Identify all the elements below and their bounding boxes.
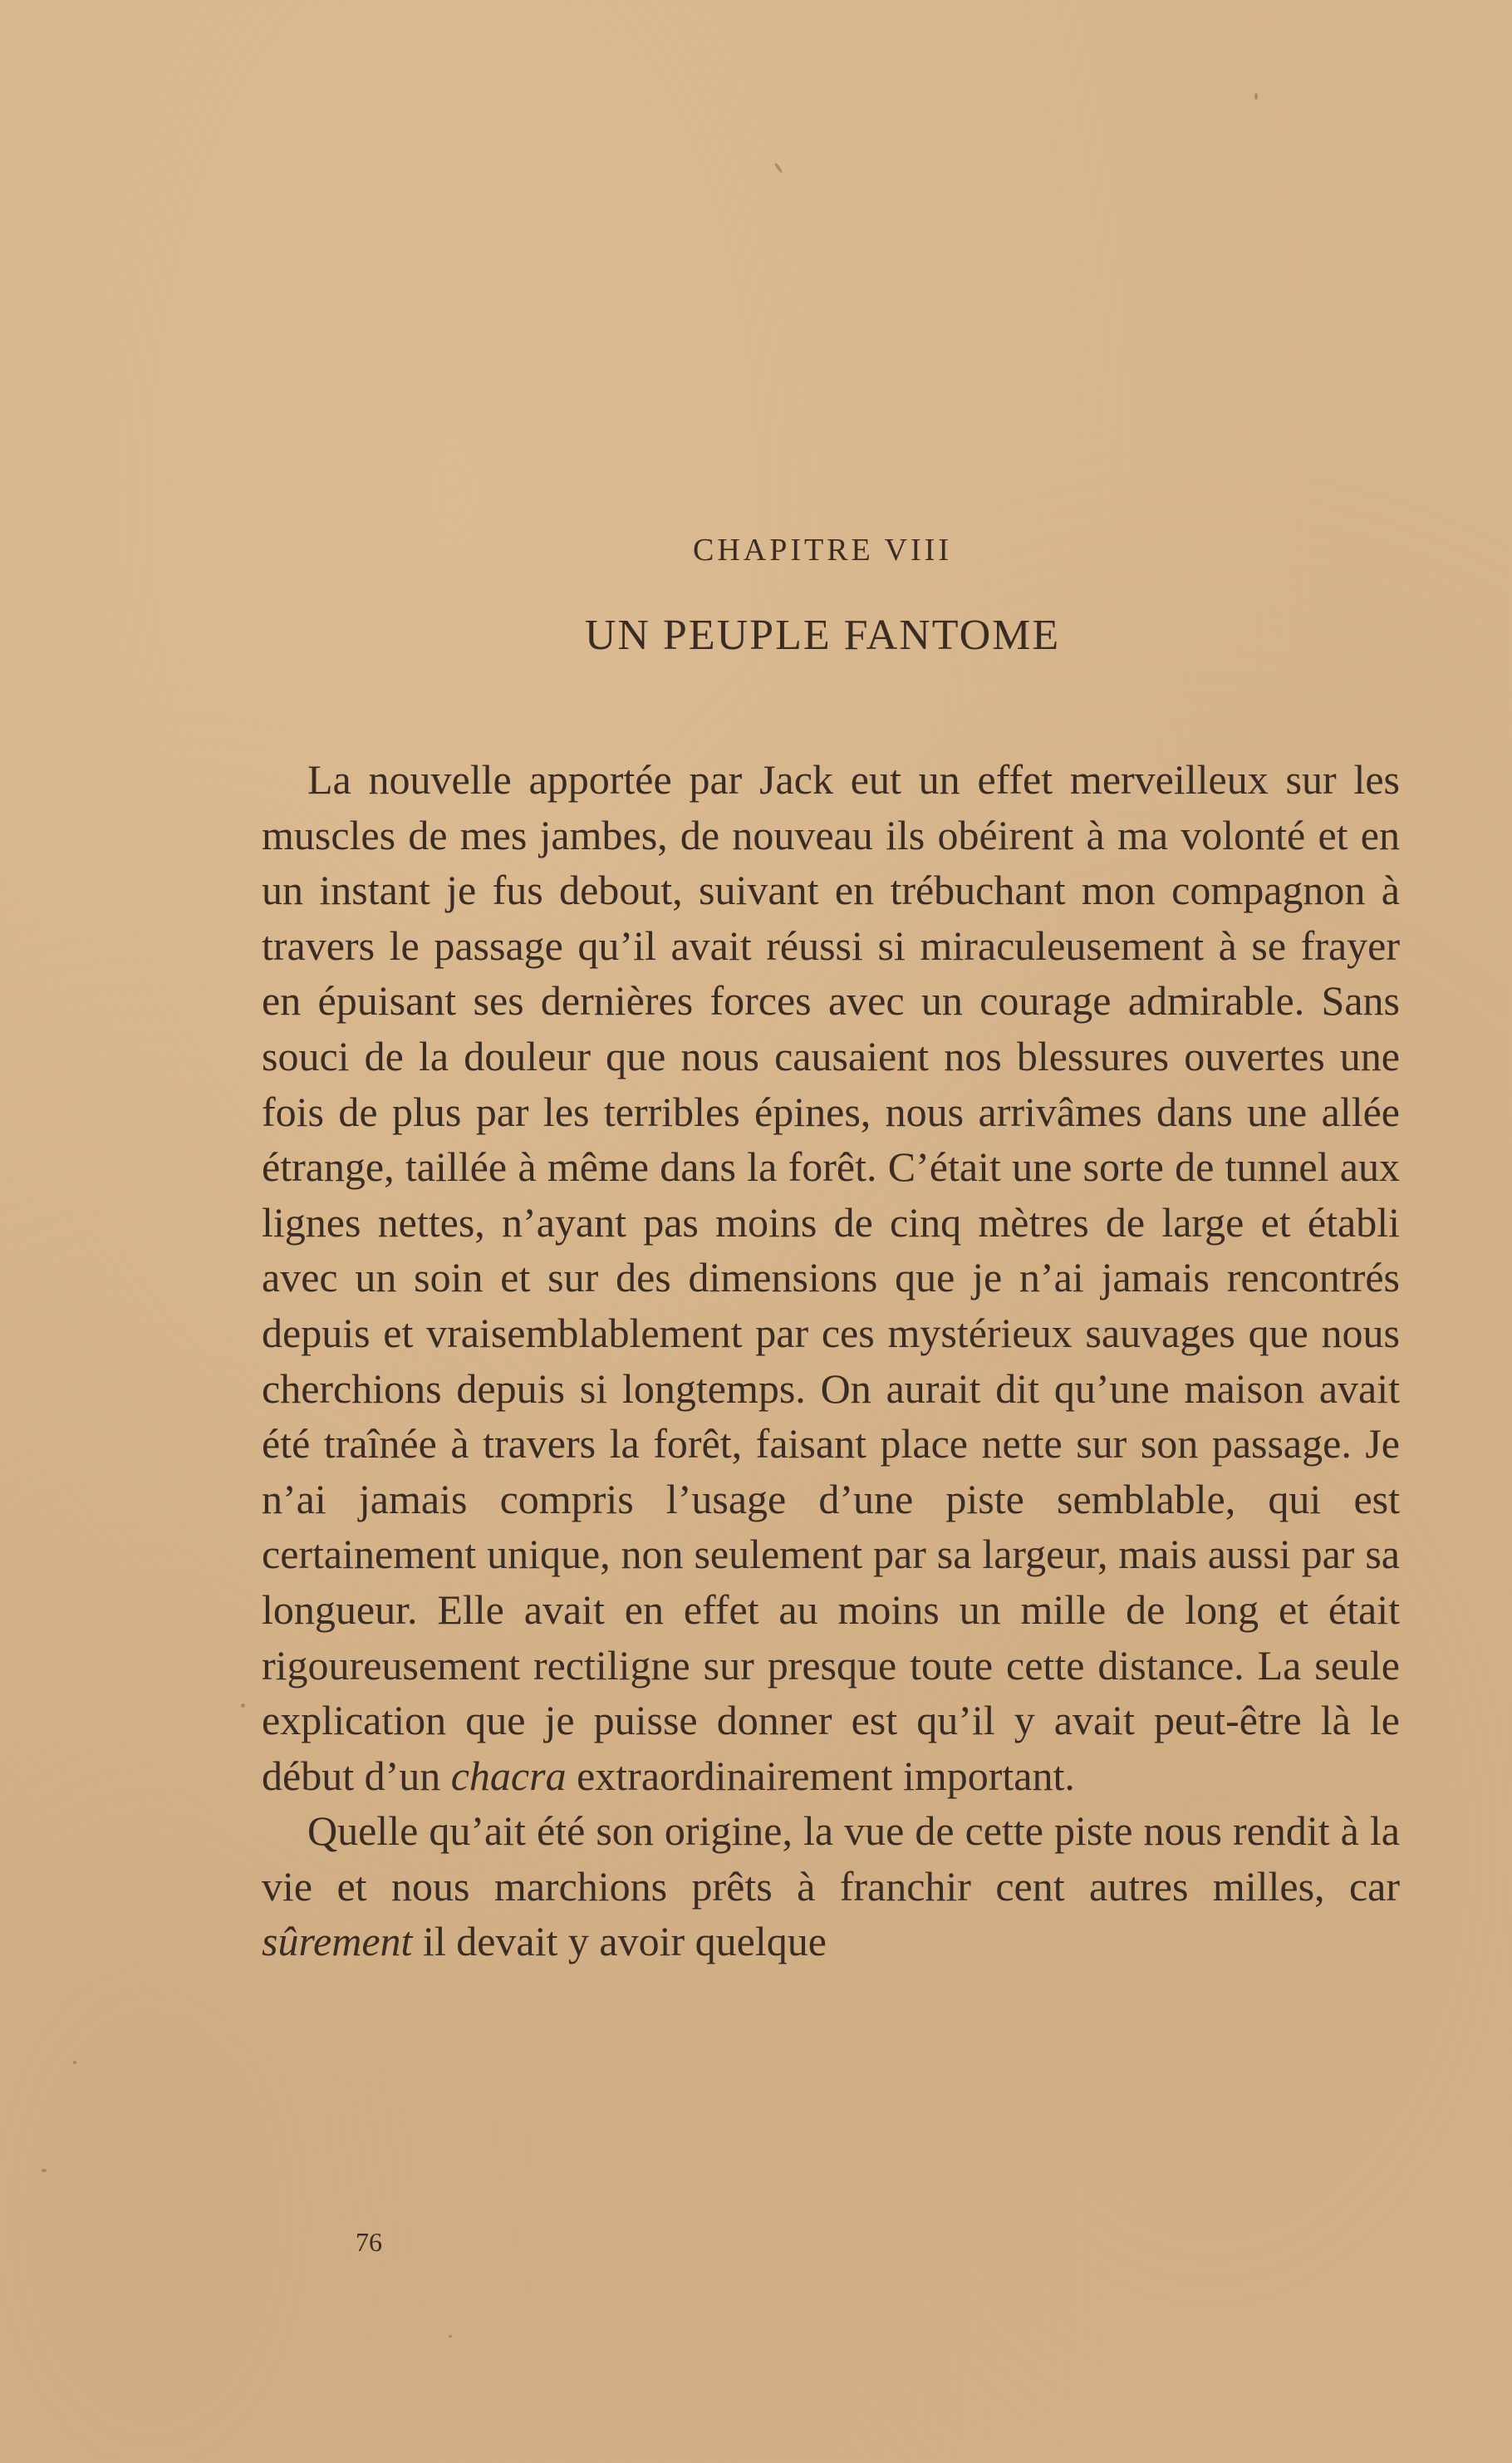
italic-word-chacra: chacra [450, 1752, 567, 1799]
paragraph-1-text-end: extraordinairement important. [566, 1752, 1075, 1799]
italic-word-surement: sûrement [262, 1918, 413, 1965]
paragraph-1 [262, 752, 1400, 1803]
chapter-label: CHAPITRE VIII [692, 533, 952, 568]
page-number: 76 [356, 2227, 382, 2257]
chapter-title: UN PEUPLE FANTOME [584, 612, 1061, 659]
paper-speck [241, 1703, 245, 1708]
body-text [262, 752, 1400, 1969]
paragraph-2-text-end: il devait y avoir quelque [412, 1918, 827, 1965]
paragraph-2-text: Quelle qu’ait été son origine, la vue de cette piste nous rendit à la vie et nous marchions prêts à franchir cent autres milles, car [262, 1807, 1400, 1910]
paragraph-2 [262, 1803, 1400, 1969]
paper-speck [73, 2061, 76, 2064]
paper-speck [449, 2335, 452, 2338]
paper-speck [1254, 93, 1258, 100]
paragraph-1-text: La nouvelle apportée par Jack eut un effet merveilleux sur les muscles de mes jambes, de nouveau ils obéirent à ma volonté et en un instant je fus debout, suivant en trébuchant mon compagnon à travers le passage qu’il avait réussi si miraculeusement à se frayer en épuisant ses dernières forces avec un courage admirable. Sans souci de la douleur que nous causaient nos blessures ouvertes une fois de plus par les terribles épines, nous arrivâmes dans une allée étrange, taillée à même dans la forêt. C’était une sorte de tunnel aux lignes nettes, n’ayant pas moins de cinq mètres de large et établi avec un soin et sur des dimensions que je n’ai jamais rencontrés depuis et vraisemblablement par ces mystérieux sauvages que nous cherchions depuis si longtemps. On aurait dit qu’une maison avait été traînée à travers la forêt, faisant place nette sur son passage. Je n’ai jamais compris l’usage d’une piste semblable, qui est certainement unique, non seulement par sa largeur, mais aussi par sa longueur. Elle avait en effet au moins un mille de long et était rigoureusement rectiligne sur presque toute cette distance. La seule explication que je puisse donner est qu’il y avait peut-être là le début d’un [262, 756, 1400, 1799]
paper-speck [773, 162, 783, 174]
paper-speck [42, 2169, 47, 2172]
